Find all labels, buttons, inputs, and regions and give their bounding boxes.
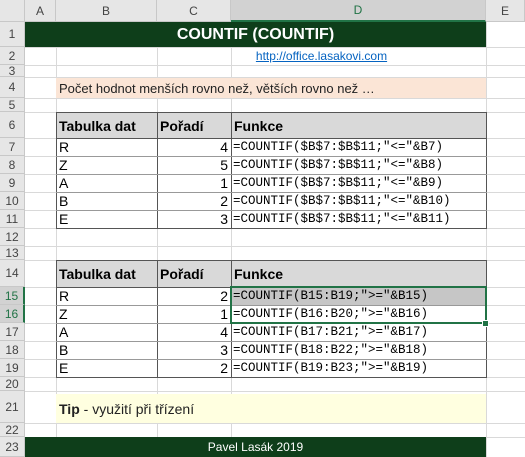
column-header-b[interactable]: B [56, 0, 157, 22]
table1-cell-func[interactable]: =COUNTIF($B$7:$B$11;"<="&B7) [233, 139, 444, 154]
column-header-a[interactable]: A [25, 0, 56, 22]
table1-cell-func[interactable]: =COUNTIF($B$7:$B$11;"<="&B10) [233, 193, 451, 208]
row-header-18[interactable]: 18 [0, 341, 25, 359]
table2-cell-data[interactable]: Z [59, 306, 68, 322]
sheet-title[interactable]: COUNTIF (COUNTIF) [25, 22, 486, 47]
row-header-19[interactable]: 19 [0, 359, 25, 377]
table1-cell-rank[interactable]: 4 [220, 139, 228, 155]
table1-cell-data[interactable]: Z [59, 157, 68, 173]
table2-cell-func[interactable]: =COUNTIF(B15:B19;">="&B15) [233, 288, 429, 303]
row-header-15[interactable]: 15 [0, 287, 25, 305]
tip-label: Tip [59, 400, 80, 417]
table1-cell-data[interactable]: R [59, 139, 70, 155]
table1-header-rank[interactable]: Pořadí [157, 113, 231, 138]
table2-cell-func[interactable]: =COUNTIF(B18:B22;">="&B18) [233, 342, 429, 357]
table2-header-data[interactable]: Tabulka dat [56, 261, 157, 287]
description-text[interactable]: Počet hodnot menších rovno než, větších rovno než … [56, 78, 486, 98]
table2-cell-rank[interactable]: 2 [220, 360, 228, 376]
row-header-13[interactable]: 13 [0, 246, 25, 260]
table1-cell-rank[interactable]: 2 [220, 193, 228, 209]
table1-cell-func[interactable]: =COUNTIF($B$7:$B$11;"<="&B11) [233, 211, 451, 226]
row-header-12[interactable]: 12 [0, 228, 25, 246]
row-header-9[interactable]: 9 [0, 174, 25, 192]
column-header-c[interactable]: C [157, 0, 231, 22]
row-header-2[interactable]: 2 [0, 47, 25, 65]
table1-cell-rank[interactable]: 3 [220, 211, 228, 227]
row-header-4[interactable]: 4 [0, 77, 25, 98]
column-header-e[interactable]: E [486, 0, 525, 22]
table2-cell-data[interactable]: B [59, 342, 69, 358]
row-header-1[interactable]: 1 [0, 22, 25, 47]
table1-cell-func[interactable]: =COUNTIF($B$7:$B$11;"<="&B8) [233, 157, 444, 172]
table1-cell-rank[interactable]: 1 [220, 175, 228, 191]
table2-cell-rank[interactable]: 4 [220, 324, 228, 340]
row-header-23[interactable]: 23 [0, 437, 25, 457]
row-header-8[interactable]: 8 [0, 156, 25, 174]
row-header-3[interactable]: 3 [0, 65, 25, 77]
table2-header-rank[interactable]: Pořadí [157, 261, 231, 287]
row-header-17[interactable]: 17 [0, 323, 25, 341]
fill-handle[interactable] [482, 320, 489, 327]
table2-cell-data[interactable]: R [59, 288, 70, 304]
row-header-11[interactable]: 11 [0, 210, 25, 228]
table1-header-data[interactable]: Tabulka dat [56, 113, 157, 138]
table2-cell-rank[interactable]: 3 [220, 342, 228, 358]
table1-cell-func[interactable]: =COUNTIF($B$7:$B$11;"<="&B9) [233, 175, 444, 190]
row-header-6[interactable]: 6 [0, 112, 25, 138]
row-header-14[interactable]: 14 [0, 260, 25, 287]
row-header-21[interactable]: 21 [0, 391, 25, 423]
row-header-10[interactable]: 10 [0, 192, 25, 210]
table1-cell-data[interactable]: E [59, 211, 69, 227]
table2-cell-func[interactable]: =COUNTIF(B19:B23;">="&B19) [233, 360, 429, 375]
table2-header-func[interactable]: Funkce [231, 261, 486, 287]
table2-cell-data[interactable]: E [59, 360, 69, 376]
column-header-d[interactable]: D [231, 0, 486, 22]
tip-text: - využití při třízení [79, 400, 195, 417]
tip-cell[interactable] [56, 394, 486, 423]
row-header-7[interactable]: 7 [0, 138, 25, 156]
table1-cell-data[interactable]: B [59, 193, 69, 209]
row-header-5[interactable]: 5 [0, 98, 25, 112]
table1-cell-rank[interactable]: 5 [220, 157, 228, 173]
row-header-16[interactable]: 16 [0, 305, 25, 323]
table2-cell-data[interactable]: A [59, 324, 69, 340]
table1-header-func[interactable]: Funkce [231, 113, 486, 138]
table2-cell-func[interactable]: =COUNTIF(B17:B21;">="&B17) [233, 324, 429, 339]
row-header-20[interactable]: 20 [0, 377, 25, 391]
table2-cell-rank[interactable]: 2 [220, 288, 228, 304]
row-header-22[interactable]: 22 [0, 423, 25, 437]
select-all-corner[interactable] [0, 0, 25, 22]
table2-cell-rank[interactable]: 1 [220, 306, 228, 322]
table2-cell-func[interactable]: =COUNTIF(B16:B20;">="&B16) [233, 306, 429, 321]
footer-author[interactable]: Pavel Lasák 2019 [25, 437, 486, 457]
website-link[interactable]: http://office.lasakovi.com [255, 49, 388, 63]
table1-cell-data[interactable]: A [59, 175, 69, 191]
